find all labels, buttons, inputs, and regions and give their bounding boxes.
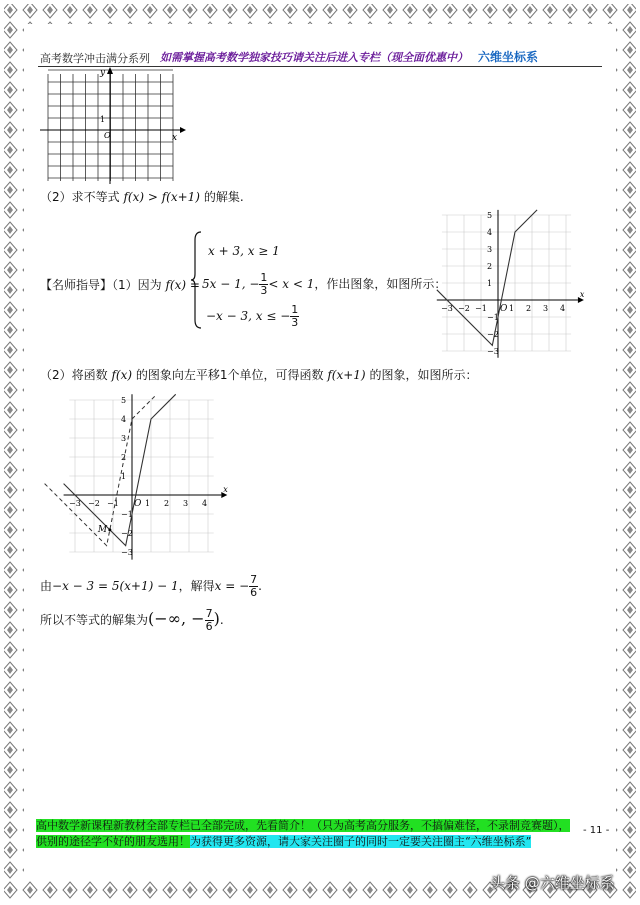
- graph-f-and-shifted: [40, 380, 236, 565]
- footer-line2-green: 供别的途径学不好的朋友选用！: [36, 835, 190, 848]
- blank-grid-plot: [40, 66, 190, 186]
- y-tick-label: 1: [487, 279, 493, 288]
- header-promo: 如需掌握高考数学独家技巧请关注后进入专栏（现全面优惠中）: [160, 51, 468, 64]
- grid-origin: O: [104, 131, 111, 140]
- y-tick-label: 2: [121, 453, 127, 462]
- piecewise-brace: [190, 230, 202, 330]
- header-series-title: 高考数学冲击满分系列: [40, 52, 150, 65]
- footer-promo: [36, 818, 570, 850]
- part2-translation-text: （2）将函数 f(x) 的图象向左平移1个单位，可得函数 f(x+1) 的图象，如图所示：: [40, 368, 478, 382]
- x-tick-label: 2: [526, 304, 532, 313]
- y-tick-label: −3: [121, 548, 133, 557]
- piecewise-case1: x + 3, x ≥ 1: [208, 244, 280, 258]
- y-tick-label: −3: [487, 347, 499, 356]
- x-tick-label: −2: [88, 499, 100, 508]
- footer-line2-cyan: 为获得更多资源，请大家关注圈子的同时一定要关注圈主“六维坐标系”: [190, 835, 532, 848]
- solve-equation: 由−x − 3 = 5(x+1) − 1，解得x = − $\frac{7}{6}$ .: [40, 573, 262, 599]
- x-tick-label: −1: [107, 499, 119, 508]
- footer-line1: 高中数学新课程新教材全部专栏已全部完成，先看简介！（只为高考高分服务，不搞偏难怪，不录制竞赛题），: [36, 819, 570, 832]
- y-tick-label: 4: [487, 228, 493, 237]
- piecewise-case2: 5x − 1, − $\frac{1}{3}$ < x < 1，作出图象，如图所示：: [202, 271, 447, 297]
- y-tick-label: 3: [487, 245, 493, 254]
- graph-f: [418, 200, 585, 360]
- x-axis-label: x: [223, 485, 228, 494]
- y-tick-label: −1: [121, 510, 133, 519]
- y-tick-label: 5: [121, 396, 127, 405]
- grid-y-label: y: [100, 68, 106, 78]
- x-tick-label: 3: [183, 499, 189, 508]
- y-tick-label: −2: [121, 529, 133, 538]
- y-tick-label: 5: [487, 211, 493, 220]
- x-tick-label: −1: [475, 304, 487, 313]
- grid-unit: 1: [100, 115, 106, 124]
- y-tick-label: 1: [121, 472, 127, 481]
- piecewise-case3: −x − 3, x ≤ − $\frac{1}{3}$: [206, 303, 299, 329]
- x-tick-label: 2: [164, 499, 170, 508]
- x-tick-label: −2: [458, 304, 470, 313]
- x-tick-label: 3: [543, 304, 549, 313]
- point-m-label: M: [97, 524, 108, 535]
- point-m: [108, 528, 111, 531]
- graph-f-line: [64, 394, 176, 545]
- header-brand: 六维坐标系: [478, 50, 539, 64]
- solution-set: 所以不等式的解集为(−∞, − $\frac{7}{6}$ ).: [40, 607, 224, 633]
- page-number: - 11 -: [583, 825, 610, 836]
- part2-question: （2）求不等式 f(x) > f(x+1) 的解集.: [40, 190, 244, 204]
- x-axis-label: x: [579, 290, 585, 299]
- watermark: 头条 @六维坐标系: [490, 874, 615, 892]
- x-tick-label: −3: [441, 304, 453, 313]
- graph-f-shifted-line: [45, 394, 157, 545]
- x-tick-label: 4: [560, 304, 566, 313]
- x-tick-label: −3: [69, 499, 81, 508]
- y-tick-label: 2: [487, 262, 493, 271]
- y-tick-label: −2: [487, 330, 499, 339]
- y-tick-label: 3: [121, 434, 127, 443]
- x-tick-label: 1: [145, 499, 151, 508]
- y-tick-label: 4: [121, 415, 127, 424]
- origin-label: O: [500, 304, 508, 314]
- grid-x-label: x: [172, 133, 178, 143]
- guidance-intro: 【名师指导】（1）因为 f(x) =: [40, 278, 200, 292]
- x-tick-label: 1: [509, 304, 515, 313]
- y-tick-label: −1: [487, 313, 499, 322]
- x-tick-label: 4: [202, 499, 208, 508]
- origin-label: O: [134, 499, 142, 509]
